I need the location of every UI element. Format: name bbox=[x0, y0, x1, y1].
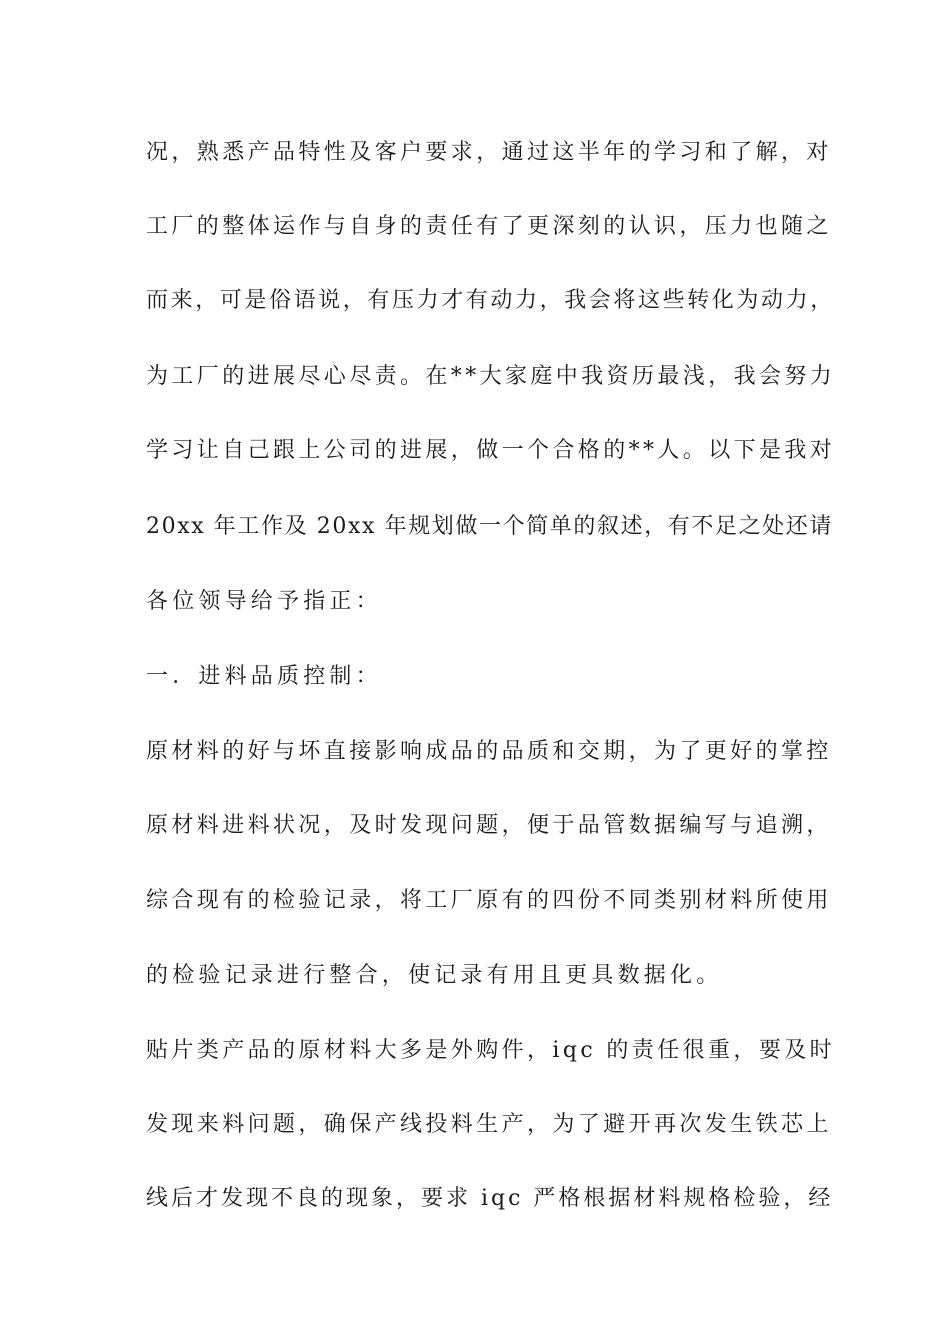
text-line: 工厂的整体运作与自身的责任有了更深刻的认识，压力也随之 bbox=[146, 214, 832, 239]
text-line: 20xx 年工作及 20xx 年规划做一个简单的叙述，有不足之处还请 bbox=[146, 514, 833, 539]
text-line: 学习让自己跟上公司的进展，做一个合格的**人。以下是我对 bbox=[146, 438, 836, 463]
text-line: 况，熟悉产品特性及客户要求，通过这半年的学习和了解，对 bbox=[146, 140, 832, 165]
text-line: 的检验记录进行整合，使记录有用且更具数据化。 bbox=[146, 963, 723, 988]
text-line: 为工厂的进展尽心尽责。在**大家庭中我资历最浅，我会努力 bbox=[146, 364, 836, 389]
text-line: 原材料进料状况，及时发现问题，便于品管数据编写与追溯， bbox=[146, 813, 832, 838]
text-line: 原材料的好与坏直接影响成品的品质和交期，为了更好的掌控 bbox=[146, 739, 832, 764]
section-heading: 一．进料品质控制： bbox=[146, 664, 382, 689]
text-line: 各位领导给予指正： bbox=[146, 589, 382, 614]
text-line: 线后才发现不良的现象，要求 iqc 严格根据材料规格检验，经 bbox=[146, 1186, 834, 1211]
text-line: 而来，可是俗语说，有压力才有动力，我会将这些转化为动力， bbox=[146, 288, 835, 313]
text-line: 贴片类产品的原材料大多是外购件，iqc 的责任很重，要及时 bbox=[146, 1038, 836, 1063]
text-line: 发现来料问题，确保产线投料生产，为了避开再次发生铁芯上 bbox=[146, 1112, 832, 1137]
text-line: 综合现有的检验记录，将工厂原有的四份不同类别材料所使用 bbox=[146, 888, 832, 913]
